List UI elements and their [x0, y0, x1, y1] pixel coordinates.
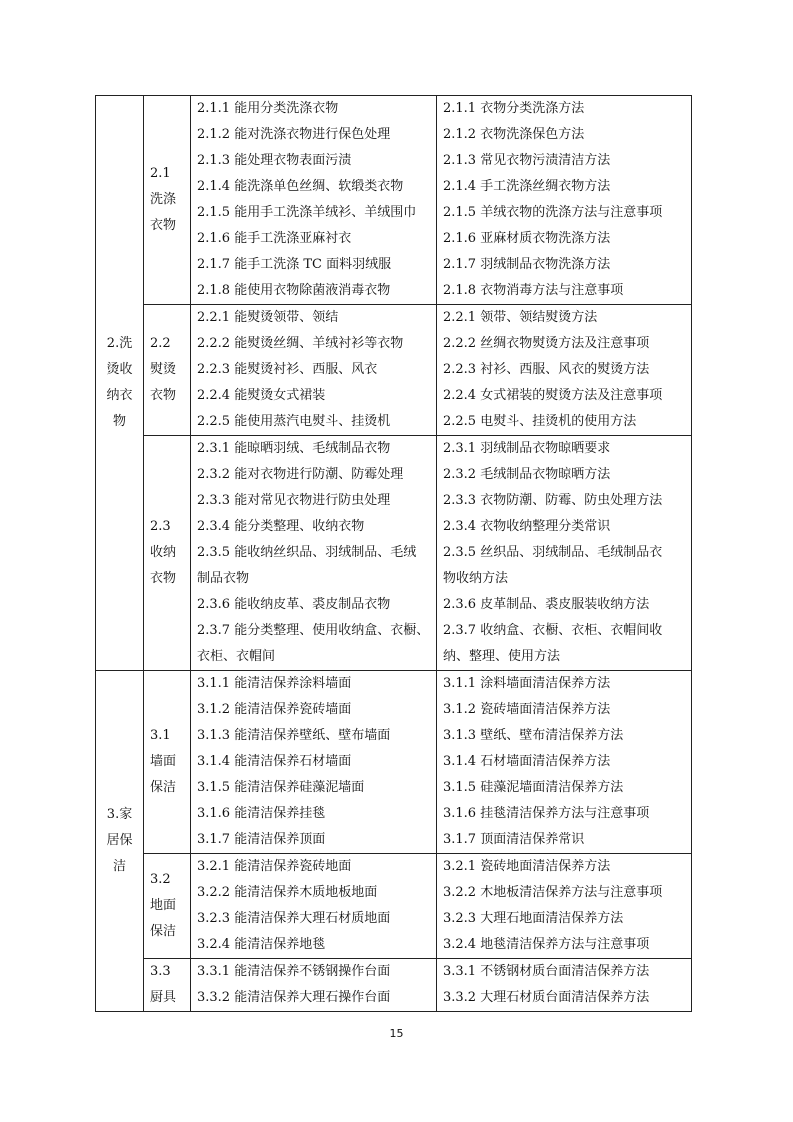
subsection-label: 3.3 — [150, 964, 171, 979]
skill-item: 2.1.4 能洗涤单色丝绸、软缎类衣物 — [197, 179, 404, 194]
table-row — [96, 305, 692, 436]
skill-requirements-cell — [191, 436, 437, 671]
category-label: 居保 — [106, 833, 133, 848]
skill-item: 2.2.5 能使用蒸汽电熨斗、挂烫机 — [197, 414, 391, 429]
skill-item: 2.3.3 能对常见衣物进行防虫处理 — [197, 493, 391, 508]
subsection-cell — [144, 671, 191, 854]
skill-item: 2.3.6 能收纳皮革、裘皮制品衣物 — [197, 597, 391, 612]
knowledge-item: 3.2.4 地毯清洁保养方法与注意事项 — [443, 937, 650, 952]
subsection-label: 保洁 — [150, 780, 177, 795]
related-knowledge-cell — [437, 854, 692, 959]
skill-item: 3.1.1 能清洁保养涂料墙面 — [197, 676, 352, 691]
knowledge-item: 2.1.1 衣物分类洗涤方法 — [443, 101, 585, 116]
table-body — [96, 96, 692, 1012]
skill-item: 3.1.2 能清洁保养瓷砖墙面 — [197, 702, 352, 717]
knowledge-item: 2.1.2 衣物洗涤保色方法 — [443, 127, 585, 142]
skill-item: 3.2.4 能清洁保养地毯 — [197, 937, 326, 952]
knowledge-item: 3.1.1 涂料墙面清洁保养方法 — [443, 676, 611, 691]
subsection-label: 熨烫 — [150, 362, 177, 377]
related-knowledge-cell — [437, 96, 692, 305]
knowledge-item: 3.2.3 大理石地面清洁保养方法 — [443, 911, 624, 926]
skill-item: 2.1.3 能处理衣物表面污渍 — [197, 153, 352, 168]
knowledge-item: 3.1.7 顶面清洁保养常识 — [443, 832, 585, 847]
skill-item: 2.1.1 能用分类洗涤衣物 — [197, 101, 339, 116]
table-row — [96, 959, 692, 1012]
curriculum-table — [95, 95, 692, 1012]
skill-item: 2.1.8 能使用衣物除菌液消毒衣物 — [197, 283, 391, 298]
knowledge-item: 2.3.1 羽绒制品衣物晾晒要求 — [443, 441, 611, 456]
subsection-label: 衣物 — [150, 571, 177, 586]
subsection-label: 洗涤 — [150, 192, 177, 207]
table-row — [96, 96, 692, 305]
knowledge-item: 纳、整理、使用方法 — [443, 649, 561, 664]
page-number: 15 — [389, 1027, 404, 1040]
subsection-label: 保洁 — [150, 924, 177, 939]
skill-item: 3.1.6 能清洁保养挂毯 — [197, 806, 326, 821]
skill-item: 2.1.7 能手工洗涤 TC 面料羽绒服 — [197, 257, 392, 272]
skill-item: 3.3.1 能清洁保养不锈钢操作台面 — [197, 964, 391, 979]
knowledge-item: 3.1.5 硅藻泥墙面清洁保养方法 — [443, 780, 624, 795]
knowledge-item: 2.2.4 女式裙装的熨烫方法及注意事项 — [443, 388, 663, 403]
knowledge-item: 2.3.7 收纳盒、衣橱、衣柜、衣帽间收 — [443, 623, 663, 638]
knowledge-item: 2.2.2 丝绸衣物熨烫方法及注意事项 — [443, 336, 650, 351]
knowledge-item: 物收纳方法 — [443, 571, 509, 586]
skill-requirements-cell — [191, 305, 437, 436]
skill-item: 2.2.1 能熨烫领带、领结 — [197, 310, 339, 325]
skill-item: 2.3.4 能分类整理、收纳衣物 — [197, 519, 365, 534]
skill-item: 2.2.4 能熨烫女式裙装 — [197, 388, 326, 403]
skill-item: 3.1.3 能清洁保养壁纸、壁布墙面 — [197, 728, 391, 743]
skill-item: 3.2.3 能清洁保养大理石材质地面 — [197, 911, 391, 926]
knowledge-item: 3.2.2 木地板清洁保养方法与注意事项 — [443, 885, 663, 900]
category-cell — [96, 671, 144, 1012]
category-label: 洁 — [112, 859, 126, 874]
subsection-label: 收纳 — [150, 545, 177, 560]
skill-requirements-cell — [191, 854, 437, 959]
related-knowledge-cell — [437, 436, 692, 671]
subsection-label: 2.1 — [150, 166, 171, 181]
knowledge-item: 3.1.3 壁纸、壁布清洁保养方法 — [443, 728, 624, 743]
subsection-cell — [144, 854, 191, 959]
subsection-label: 2.3 — [150, 519, 171, 534]
knowledge-item: 2.3.6 皮革制品、裘皮服装收纳方法 — [443, 597, 650, 612]
skill-item: 3.3.2 能清洁保养大理石操作台面 — [197, 990, 391, 1005]
knowledge-item: 3.3.1 不锈钢材质台面清洁保养方法 — [443, 964, 650, 979]
knowledge-item: 2.2.1 领带、领结熨烫方法 — [443, 310, 598, 325]
knowledge-item: 3.1.4 石材墙面清洁保养方法 — [443, 754, 611, 769]
table-row — [96, 436, 692, 671]
category-label: 2.洗 — [106, 336, 133, 351]
category-label: 纳衣 — [106, 388, 133, 403]
knowledge-item: 2.1.8 衣物消毒方法与注意事项 — [443, 283, 624, 298]
subsection-label: 3.1 — [150, 728, 171, 743]
knowledge-item: 3.3.2 大理石材质台面清洁保养方法 — [443, 990, 650, 1005]
skill-item: 制品衣物 — [197, 571, 250, 586]
skill-item: 3.1.5 能清洁保养硅藻泥墙面 — [197, 780, 365, 795]
knowledge-item: 2.1.6 亚麻材质衣物洗涤方法 — [443, 231, 611, 246]
related-knowledge-cell — [437, 671, 692, 854]
table-row — [96, 671, 692, 854]
subsection-label: 地面 — [150, 898, 177, 913]
skill-item: 衣柜、衣帽间 — [197, 649, 276, 664]
skill-requirements-cell — [191, 671, 437, 854]
knowledge-item: 2.2.5 电熨斗、挂烫机的使用方法 — [443, 414, 637, 429]
skill-item: 3.1.4 能清洁保养石材墙面 — [197, 754, 352, 769]
knowledge-item: 2.3.4 衣物收纳整理分类常识 — [443, 519, 611, 534]
knowledge-item: 2.3.2 毛绒制品衣物晾晒方法 — [443, 467, 611, 482]
knowledge-item: 2.3.3 衣物防潮、防霉、防虫处理方法 — [443, 493, 663, 508]
skill-item: 2.1.2 能对洗涤衣物进行保色处理 — [197, 127, 391, 142]
subsection-label: 墙面 — [150, 754, 177, 769]
subsection-label: 衣物 — [150, 218, 177, 233]
knowledge-item: 2.1.3 常见衣物污渍清洁方法 — [443, 153, 611, 168]
knowledge-item: 2.2.3 衬衫、西服、风衣的熨烫方法 — [443, 362, 650, 377]
skill-item: 2.2.3 能熨烫衬衫、西服、风衣 — [197, 362, 378, 377]
related-knowledge-cell — [437, 959, 692, 1012]
subsection-label: 衣物 — [150, 388, 177, 403]
knowledge-item: 3.1.2 瓷砖墙面清洁保养方法 — [443, 702, 611, 717]
skill-requirements-cell — [191, 959, 437, 1012]
subsection-cell — [144, 305, 191, 436]
subsection-cell — [144, 959, 191, 1012]
subsection-cell — [144, 436, 191, 671]
category-label: 烫收 — [106, 362, 133, 377]
skill-item: 3.2.2 能清洁保养木质地板地面 — [197, 885, 378, 900]
subsection-label: 2.2 — [150, 336, 171, 351]
skill-item: 2.3.1 能晾晒羽绒、毛绒制品衣物 — [197, 441, 391, 456]
skill-item: 2.2.2 能熨烫丝绸、羊绒衬衫等衣物 — [197, 336, 404, 351]
knowledge-item: 2.3.5 丝织品、羽绒制品、毛绒制品衣 — [443, 545, 663, 560]
skill-requirements-cell — [191, 96, 437, 305]
category-label: 3.家 — [106, 807, 133, 822]
knowledge-item: 2.1.7 羽绒制品衣物洗涤方法 — [443, 257, 611, 272]
table-row — [96, 854, 692, 959]
skill-item: 3.2.1 能清洁保养瓷砖地面 — [197, 859, 352, 874]
subsection-label: 厨具 — [150, 990, 177, 1005]
related-knowledge-cell — [437, 305, 692, 436]
skill-item: 2.1.5 能用手工洗涤羊绒衫、羊绒围巾 — [197, 205, 417, 220]
knowledge-item: 3.1.6 挂毯清洁保养方法与注意事项 — [443, 806, 650, 821]
skill-item: 2.1.6 能手工洗涤亚麻衬衣 — [197, 231, 352, 246]
category-cell — [96, 96, 144, 671]
skill-item: 2.3.5 能收纳丝织品、羽绒制品、毛绒 — [197, 545, 417, 560]
skill-item: 2.3.7 能分类整理、使用收纳盒、衣橱、 — [197, 623, 430, 638]
skill-item: 2.3.2 能对衣物进行防潮、防霉处理 — [197, 467, 404, 482]
knowledge-item: 2.1.5 羊绒衣物的洗涤方法与注意事项 — [443, 205, 663, 220]
knowledge-item: 2.1.4 手工洗涤丝绸衣物方法 — [443, 179, 611, 194]
subsection-label: 3.2 — [150, 872, 171, 887]
subsection-cell — [144, 96, 191, 305]
skill-item: 3.1.7 能清洁保养顶面 — [197, 832, 326, 847]
category-label: 物 — [112, 414, 126, 429]
knowledge-item: 3.2.1 瓷砖地面清洁保养方法 — [443, 859, 611, 874]
